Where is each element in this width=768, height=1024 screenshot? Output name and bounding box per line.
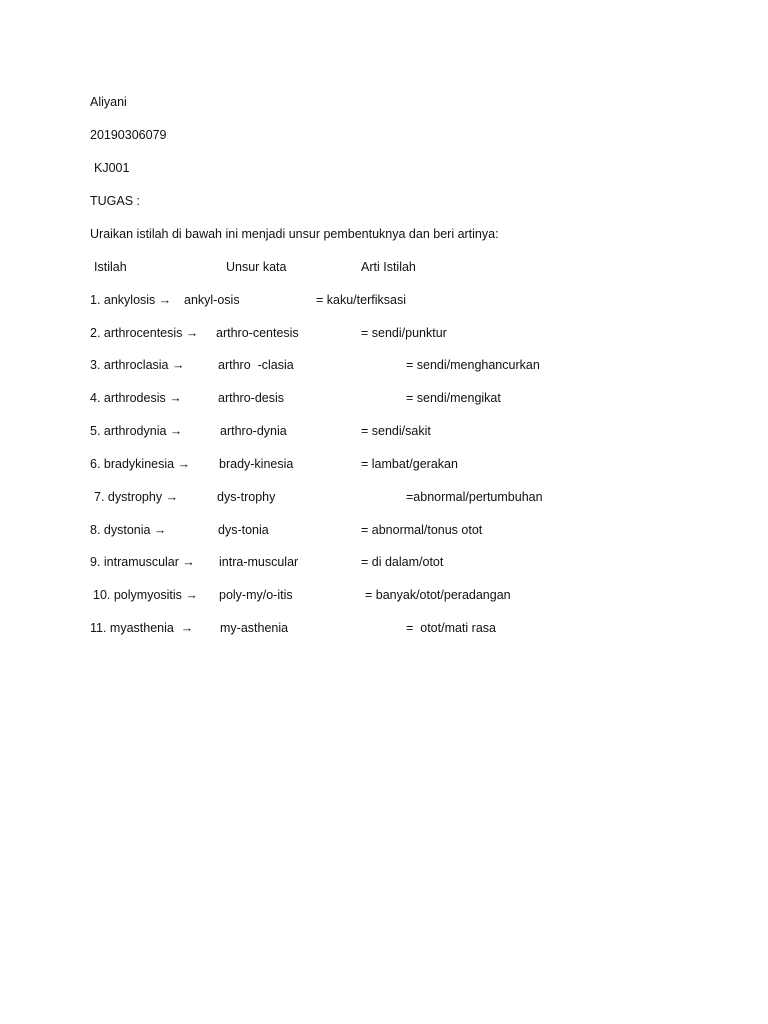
row-5-term: 5. arthrodynia → — [90, 424, 183, 438]
row-8-term: 8. dystonia → — [90, 523, 167, 537]
row-11-meaning: = otot/mati rasa — [406, 621, 496, 635]
row-4-term: 4. arthrodesis → — [90, 391, 182, 405]
row-5-elements: arthro-dynia — [220, 424, 287, 438]
row-2-term: 2. arthrocentesis → — [90, 326, 199, 340]
row-9-elements: intra-muscular — [219, 555, 299, 569]
task-label: TUGAS : — [90, 194, 141, 208]
row-10-meaning: = banyak/otot/peradangan — [365, 588, 511, 602]
header-meaning: Arti Istilah — [361, 260, 416, 274]
row-2-elements: arthro-centesis — [216, 326, 299, 340]
row-10-term: 10. polymyositis → — [93, 588, 198, 602]
student-id: 20190306079 — [90, 128, 167, 142]
row-3-term: 3. arthroclasia → — [90, 358, 185, 372]
row-4-meaning: = sendi/mengikat — [406, 391, 501, 405]
row-6-meaning: = lambat/gerakan — [361, 457, 458, 471]
row-3-meaning: = sendi/menghancurkan — [406, 358, 540, 372]
row-7-meaning: =abnormal/pertumbuhan — [406, 490, 543, 504]
row-7-elements: dys-trophy — [217, 490, 276, 504]
header-elements: Unsur kata — [226, 260, 287, 274]
student-name: Aliyani — [90, 95, 127, 109]
row-4-elements: arthro-desis — [218, 391, 284, 405]
header-term: Istilah — [94, 260, 127, 274]
row-8-meaning: = abnormal/tonus otot — [361, 523, 483, 537]
row-9-term: 9. intramuscular → — [90, 555, 195, 569]
row-6-elements: brady-kinesia — [219, 457, 294, 471]
row-5-meaning: = sendi/sakit — [361, 424, 431, 438]
row-1-term: 1. ankylosis → — [90, 293, 172, 307]
instruction-text: Uraikan istilah di bawah ini menjadi unsur pembentuknya dan beri artinya: — [90, 227, 499, 241]
row-7-term: 7. dystrophy → — [94, 490, 179, 504]
row-1-meaning: = kaku/terfiksasi — [316, 293, 406, 307]
row-8-elements: dys-tonia — [218, 523, 269, 537]
row-10-elements: poly-my/o-itis — [219, 588, 293, 602]
row-2-meaning: = sendi/punktur — [361, 326, 447, 340]
row-11-elements: my-asthenia — [220, 621, 289, 635]
row-9-meaning: = di dalam/otot — [361, 555, 444, 569]
row-6-term: 6. bradykinesia → — [90, 457, 191, 471]
class-code: KJ001 — [94, 161, 130, 175]
row-1-elements: ankyl-osis — [184, 293, 240, 307]
row-11-term: 11. myasthenia → — [90, 621, 194, 635]
row-3-elements: arthro -clasia — [218, 358, 294, 372]
